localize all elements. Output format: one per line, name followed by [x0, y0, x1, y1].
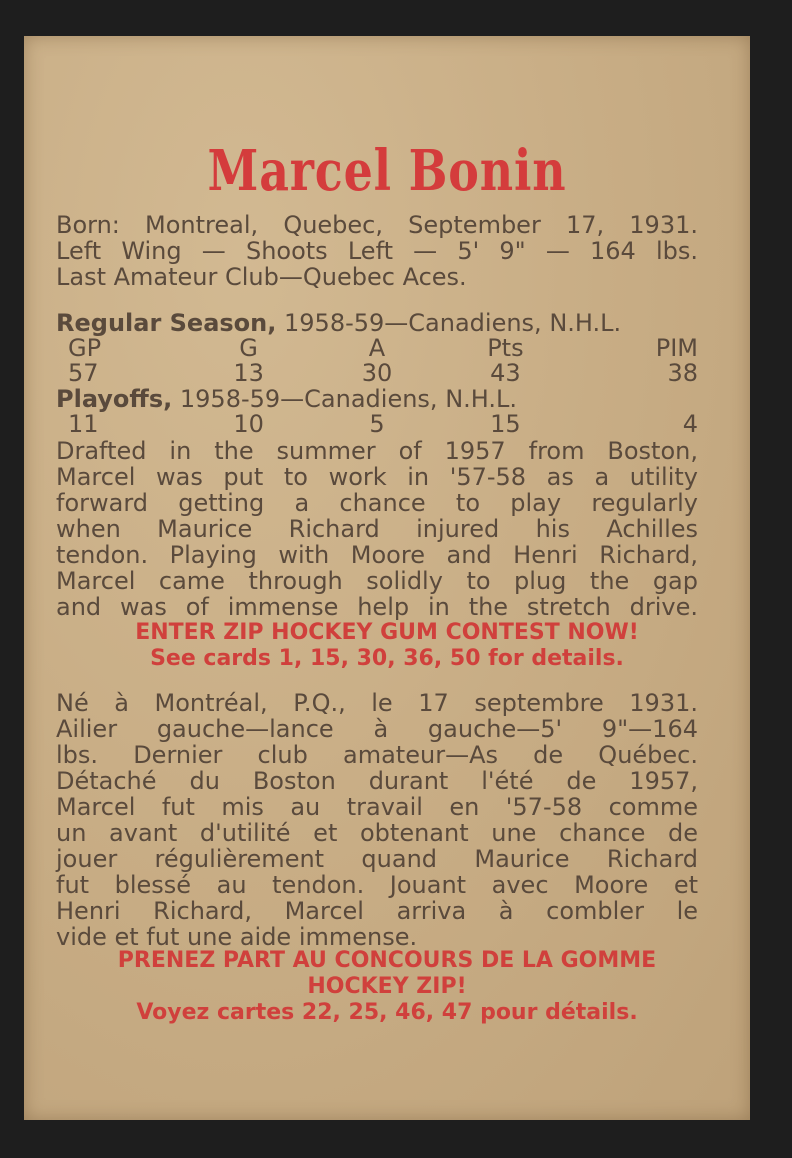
paragraph-line: un avant d'utilité et obtenant une chance de — [56, 819, 698, 847]
bio-line: Last Amateur Club—Quebec Aces. — [56, 263, 467, 291]
stats-block — [56, 310, 698, 437]
playoffs-label: Playoffs, — [56, 385, 173, 413]
promo-line: HOCKEY ZIP! — [307, 974, 467, 999]
paragraph-line: Marcel fut mis au travail en '57-58 comme — [56, 793, 698, 821]
paragraph-line: jouer régulièrement quand Maurice Richard — [56, 845, 698, 873]
stat-value: 30 — [361, 359, 393, 387]
bio-line: Born: Montreal, Quebec, September 17, 1931. — [56, 211, 698, 239]
bio-line: Left Wing — Shoots Left — 5' 9" — 164 lbs. — [56, 237, 698, 265]
stat-header: G — [239, 334, 258, 362]
english-paragraph — [56, 438, 698, 620]
stat-value: 5 — [369, 410, 385, 438]
promo-line: See cards 1, 15, 30, 36, 50 for details. — [150, 646, 624, 671]
stat-value: 15 — [490, 410, 521, 438]
promo-line: Voyez cartes 22, 25, 46, 47 pour détails. — [136, 1000, 638, 1025]
contest-promo-english — [48, 620, 726, 672]
regular-season-team: 1958-59—Canadiens, N.H.L. — [284, 309, 622, 337]
paragraph-line: Né à Montréal, P.Q., le 17 septembre 1931. — [56, 689, 698, 717]
regular-season-label: Regular Season, — [56, 309, 277, 337]
stat-value: 13 — [233, 359, 264, 387]
stat-value: 43 — [490, 359, 521, 387]
stat-value: 57 — [68, 359, 99, 387]
stat-value: 10 — [233, 410, 264, 438]
paragraph-line: forward getting a chance to play regularly — [56, 489, 698, 517]
paragraph-line: when Maurice Richard injured his Achilles — [56, 515, 698, 543]
french-paragraph — [56, 690, 698, 950]
paragraph-line: Marcel was put to work in '57-58 as a utility — [56, 463, 698, 491]
contest-promo-french — [48, 948, 726, 1026]
player-name: Marcel Bonin — [207, 138, 567, 204]
playoffs-header — [56, 386, 698, 412]
promo-line: ENTER ZIP HOCKEY GUM CONTEST NOW! — [135, 620, 639, 645]
paragraph-line: Ailier gauche—lance à gauche—5' 9"—164 — [56, 715, 698, 743]
playoffs-values — [56, 412, 698, 437]
paragraph-line: lbs. Dernier club amateur—As de Québec. — [56, 741, 698, 769]
paragraph-line: Drafted in the summer of 1957 from Boston, — [56, 437, 698, 465]
paragraph-line: Marcel came through solidly to plug the gap — [56, 567, 698, 595]
paragraph-line: and was of immense help in the stretch drive. — [56, 593, 698, 621]
stats-headers — [56, 336, 698, 361]
hockey-card-back — [24, 36, 750, 1120]
stat-header: Pts — [487, 334, 524, 362]
paragraph-line: tendon. Playing with Moore and Henri Richard, — [56, 541, 698, 569]
stat-header: GP — [68, 334, 102, 362]
bio-block — [56, 212, 698, 290]
stat-value: 4 — [682, 410, 698, 438]
promo-line: PRENEZ PART AU CONCOURS DE LA GOMME — [117, 948, 657, 973]
regular-season-values — [56, 361, 698, 386]
stat-header: PIM — [655, 334, 698, 362]
paragraph-line: fut blessé au tendon. Jouant avec Moore et — [56, 871, 698, 899]
regular-season-header — [56, 310, 698, 336]
stat-header: A — [368, 334, 386, 362]
stat-value: 38 — [667, 359, 698, 387]
playoffs-team: 1958-59—Canadiens, N.H.L. — [179, 385, 518, 413]
stat-value: 11 — [68, 410, 99, 438]
paragraph-line: vide et fut une aide immense. — [56, 923, 418, 951]
paragraph-line: Henri Richard, Marcel arriva à combler le — [56, 897, 698, 925]
paragraph-line: Détaché du Boston durant l'été de 1957, — [56, 767, 698, 795]
